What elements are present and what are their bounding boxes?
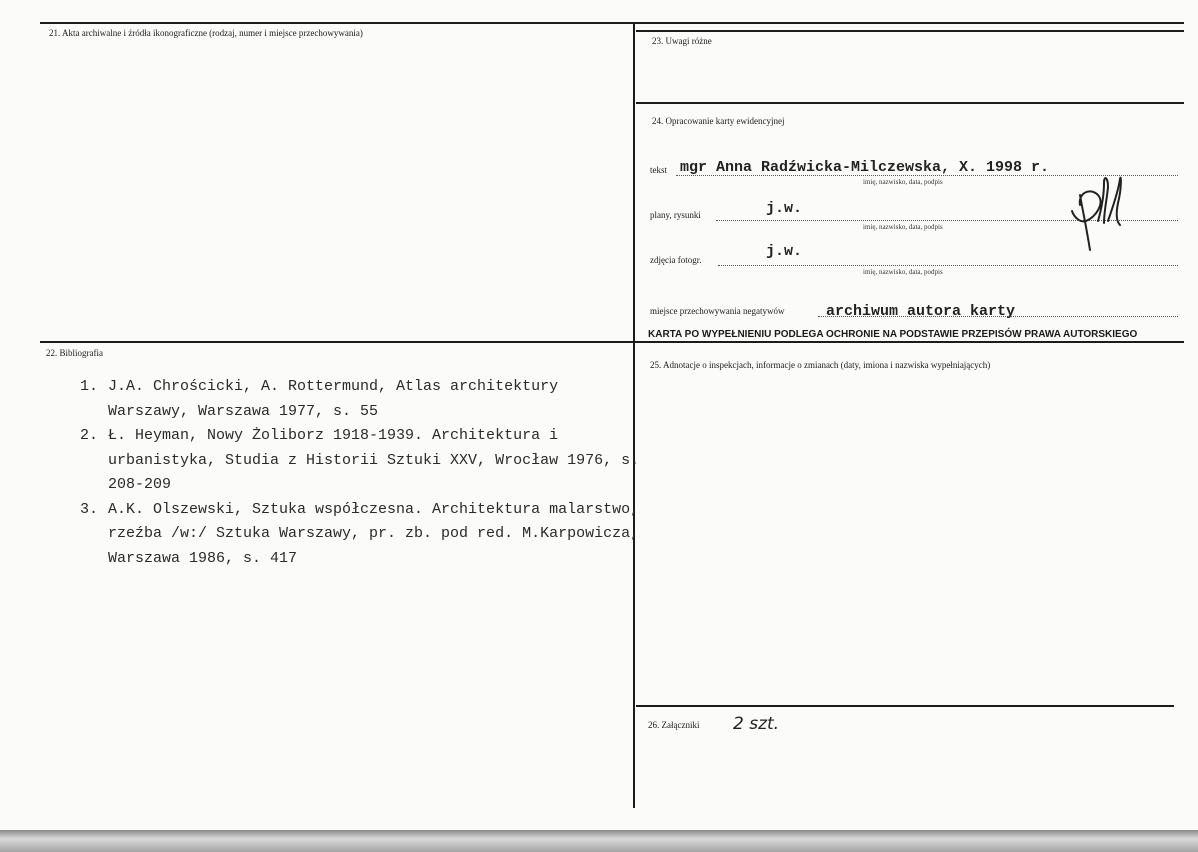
bibliography-item-number: 2. — [80, 427, 99, 444]
photos-row-value: j.w. — [766, 243, 803, 260]
photos-row-line — [718, 265, 1178, 266]
bibliography-item-text: J.A. Chrościcki, A. Rottermund, Atlas architektury Warszawy, Warszawa 1977, s. 55 — [108, 378, 559, 420]
photos-row-label: zdjęcia fotogr. — [650, 255, 702, 265]
plans-row-label: plany, rysunki — [650, 210, 701, 220]
bibliography-item-text: A.K. Olszewski, Sztuka współczesna. Architektura malarstwo, rzeźba /w:/ Sztuka Warszawy, pr. zb. pod red. M.Karpowicza, Warszawa 1986, s. 417 — [108, 500, 640, 567]
negatives-row-value: archiwum autora karty — [826, 303, 1016, 320]
sec24-top-border — [636, 102, 1184, 104]
sec25-label: 25. Adnotacje o inspekcjach, informacje o zmianach (daty, imiona i nazwiska wypełniających) — [650, 360, 991, 370]
sec22-label: 22. Bibliografia — [46, 348, 103, 358]
plans-row-value: j.w. — [766, 200, 803, 217]
text-row-value: mgr Anna Radźwicka-Milczewska, X. 1998 r. — [680, 159, 1050, 176]
sec26-top-border — [636, 705, 1174, 707]
sec21-label: 21. Akta archiwalne i źródła ikonograficzne (rodzaj, numer i miejsce przechowywania) — [49, 28, 363, 38]
bibliography-item-text: Ł. Heyman, Nowy Żoliborz 1918-1939. Architektura i urbanistyka, Studia z Historii Sztuki XXV, Wrocław 1976, s. 208-209 — [108, 427, 640, 493]
text-row-label: tekst — [650, 165, 667, 175]
negatives-row-label: miejsce przechowywania negatywów — [650, 306, 785, 316]
sec23-label: 23. Uwagi różne — [652, 36, 712, 46]
sec26-label: 26. Załączniki — [648, 720, 700, 730]
sec23-top-border — [636, 30, 1184, 32]
plans-row-sub: imię, nazwisko, data, podpis — [863, 223, 943, 231]
copyright-notice: KARTA PO WYPEŁNIENIU PODLEGA OCHRONIE NA PODSTAWIE PRZEPISÓW PRAWA AUTORSKIEGO — [648, 329, 1138, 340]
bibliography-item — [80, 424, 640, 498]
top-border — [40, 22, 1184, 24]
signature — [1060, 165, 1135, 260]
bibliography-item-number: 1. — [80, 378, 99, 395]
bibliography-item — [80, 498, 640, 572]
photos-row-sub: imię, nazwisko, data, podpis — [863, 268, 943, 276]
attachments-value: 2 szt. — [733, 714, 780, 734]
sec24-label: 24. Opracowanie karty ewidencyjnej — [652, 116, 785, 126]
middle-border — [40, 341, 1184, 343]
bibliography-item-number: 3. — [80, 500, 99, 518]
bibliography-list — [80, 375, 640, 571]
scan-edge — [0, 830, 1198, 852]
text-row-sub: imię, nazwisko, data, podpis — [863, 178, 943, 186]
bibliography-item — [80, 375, 640, 424]
